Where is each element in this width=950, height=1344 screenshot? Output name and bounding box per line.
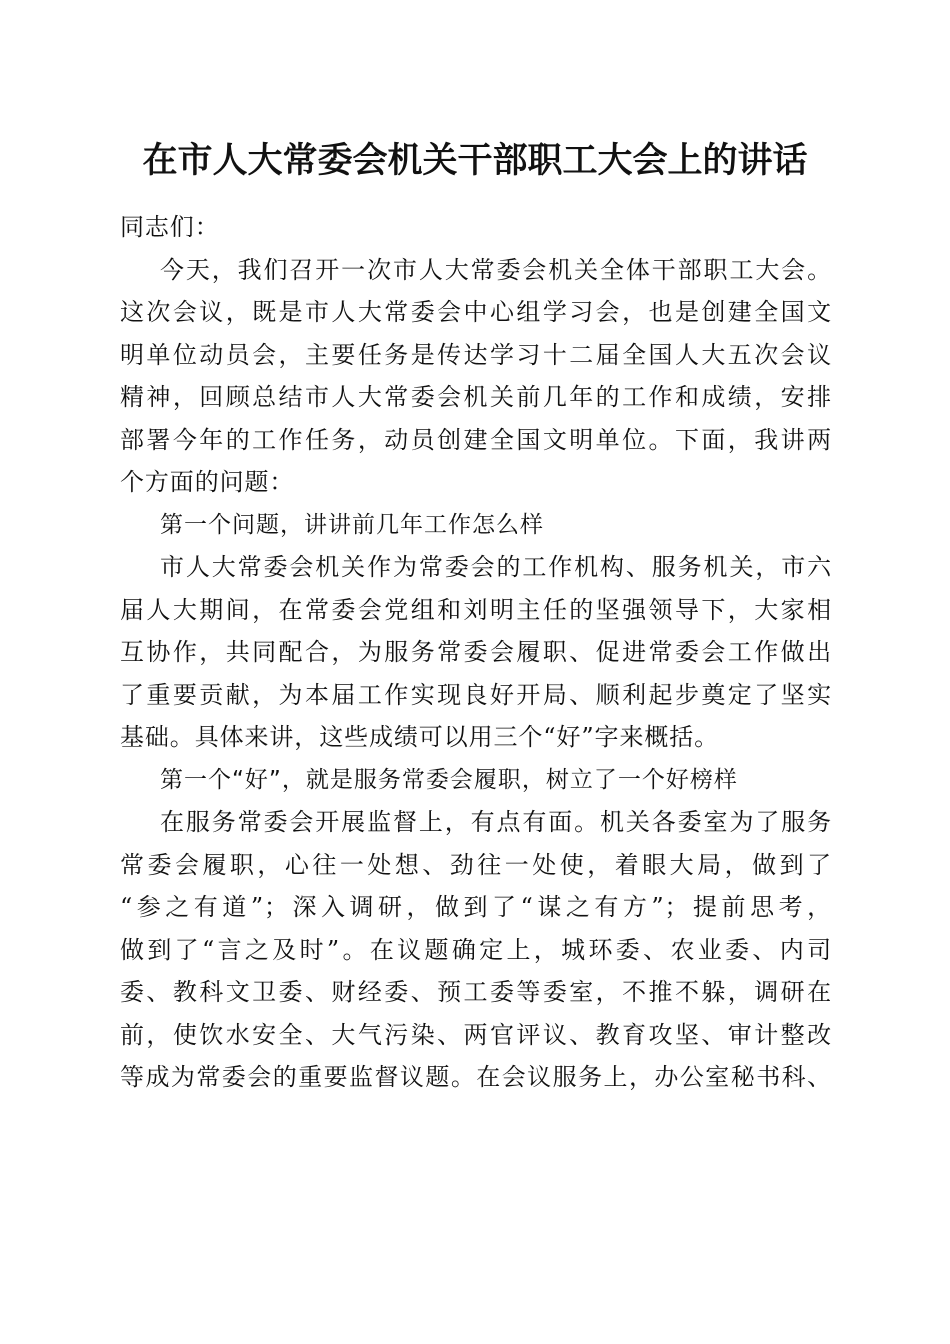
paragraph-line: 个方面的问题： xyxy=(120,468,295,496)
paragraph-line: 届人大期间，在常委会党组和刘明主任的坚强领导下，大家相 xyxy=(120,595,832,624)
paragraph-line: 了重要贡献，为本届工作实现良好开局、顺利起步奠定了坚实 xyxy=(120,680,832,709)
paragraph-line: 互协作，共同配合，为服务常委会履职、促进常委会工作做出 xyxy=(120,638,832,666)
paragraph-line: 基础。具体来讲，这些成绩可以用三个“好”字来概括。 xyxy=(120,723,720,751)
paragraph-line: 常委会履职，心往一处想、劲往一处使，着眼大局，做到了 xyxy=(120,850,832,879)
paragraph-achievements xyxy=(120,546,832,759)
paragraph-line: 部署今年的工作任务，动员创建全国文明单位。下面，我讲两 xyxy=(120,425,832,454)
paragraph-line: 明单位动员会，主要任务是传达学习十二届全国人大五次会议 xyxy=(120,340,832,369)
document-body xyxy=(120,206,832,1099)
paragraph-line: 市人大常委会机关作为常委会的工作机构、服务机关，市六 xyxy=(160,553,832,581)
paragraph-line: 这次会议，既是市人大常委会中心组学习会，也是创建全国文 xyxy=(120,298,832,326)
paragraph-line: 精神，回顾总结市人大常委会机关前几年的工作和成绩，安排 xyxy=(120,383,832,411)
paragraph-line: 今天，我们召开一次市人大常委会机关全体干部职工大会。 xyxy=(160,255,832,284)
paragraph-intro xyxy=(120,249,832,504)
paragraph-line: 做到了“言之及时”。在议题确定上，城环委、农业委、内司 xyxy=(120,935,832,964)
paragraph-supervision xyxy=(120,801,832,1099)
paragraph-line: 等成为常委会的重要监督议题。在会议服务上，办公室秘书科、 xyxy=(120,1063,832,1091)
section-heading-2: 第一个“好”，就是服务常委会履职，树立了一个好榜样 xyxy=(160,766,738,793)
salutation: 同志们： xyxy=(120,213,220,241)
paragraph-line: 委、教科文卫委、财经委、预工委等委室，不推不躲，调研在 xyxy=(120,978,832,1006)
section-heading-1: 第一个问题，讲讲前几年工作怎么样 xyxy=(160,511,544,538)
paragraph-line: 前，使饮水安全、大气污染、两官评议、教育攻坚、审计整改 xyxy=(120,1020,832,1049)
paragraph-line: 在服务常委会开展监督上，有点有面。机关各委室为了服务 xyxy=(160,808,832,836)
paragraph-line: “参之有道”；深入调研，做到了“谋之有方”；提前思考， xyxy=(120,893,832,921)
document-title: 在市人大常委会机关干部职工大会上的讲话 xyxy=(142,140,808,181)
